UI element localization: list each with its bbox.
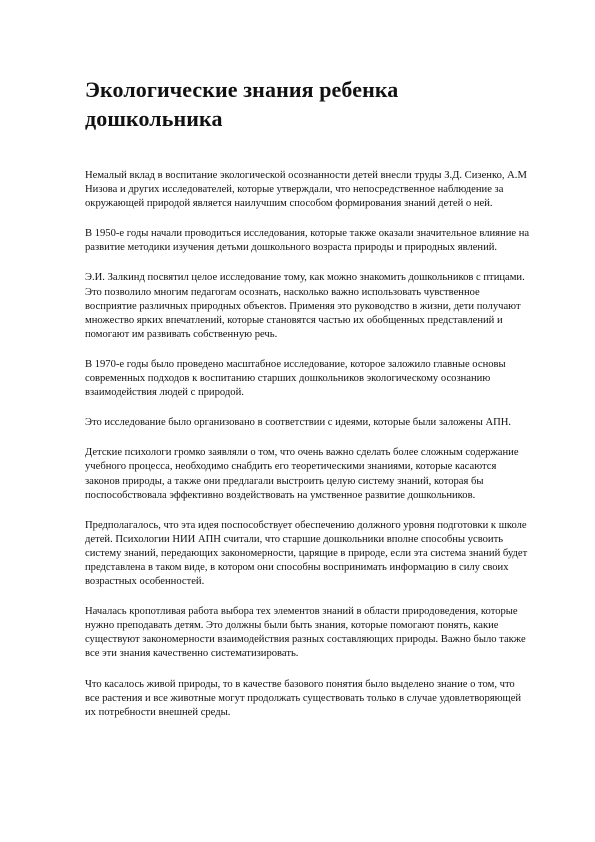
paragraph-9: Что касалось живой природы, то в качестве базового понятия было выделено знание о том, что все растения и все животные могут продолжать существовать только в случае удовлетворяющей их потребности внешней среды. [85, 678, 522, 718]
paragraph-8: Началась кропотливая работа выбора тех элементов знаний в области природоведения, которые нужно преподавать детям. Это должны были быть знания, которые помогают понять, какие существуют закономерности взаимодействия разных составляющих природы. Важно было также все эти знания качественно систематизировать. [85, 606, 526, 660]
paragraph-4: В 1970-е годы было проведено масштабное исследование, которое заложило главные основы современных подходов к воспитанию старших дошкольников экологическому осознанию взаимодействия людей с природой. [85, 358, 506, 399]
page-title: Экологические знания ребенка дошкольника [85, 77, 399, 131]
paragraph-6: Детские психологи громко заявляли о том, что очень важно сделать более сложным содержание учебного процесса, необходимо снабдить его теоретическими знаниями, которые касаются законов природы, а также они предлагали выстроить целую систему знаний, которая бы поспособствовала эффективно воздействовать на умственное развитие дошкольников. [85, 447, 519, 501]
paragraph-1: Немалый вклад в воспитание экологической осознанности детей внесли труды З.Д. Сизенко, А.М Низова и других исследователей, которые утверждали, что непосредственное наблюдение за окружающей природой является наилучшим способом формирования знаний детей о ней. [85, 170, 527, 210]
paragraph-2: В 1950-е годы начали проводиться исследования, которые также оказали значительное влияние на развитие методики изучения детьми дошкольного возраста природы и природных явлений. [85, 228, 530, 254]
paragraph-7: Предполагалось, что эта идея поспособствует обеспечению должного уровня подготовки к школе детей. Психологии НИИ АПН считали, что старшие дошкольники вполне способны усвоить систему знаний, передающих закономерности, царящие в природе, если эта система знаний будет представлена в таком виде, в котором они способны воспринимать информацию в силу своих возрастных особенностей. [85, 519, 528, 588]
paragraph-3: Э.И. Залкинд посвятил целое исследование тому, как можно знакомить дошкольников с птицами. Это позволило многим педагогам осознать, насколько важно использовать чувственное восприятие различных природных объектов. Применяя это руководство в жизни, дети получают множество ярких впечатлений, которые становятся частью их обобщенных представлений и помогают им развивать собственную речь. [85, 272, 525, 340]
paragraph-5: Это исследование было организовано в соответствии с идеями, которые были заложены АПН. [85, 417, 512, 429]
document-page [85, 75, 530, 736]
